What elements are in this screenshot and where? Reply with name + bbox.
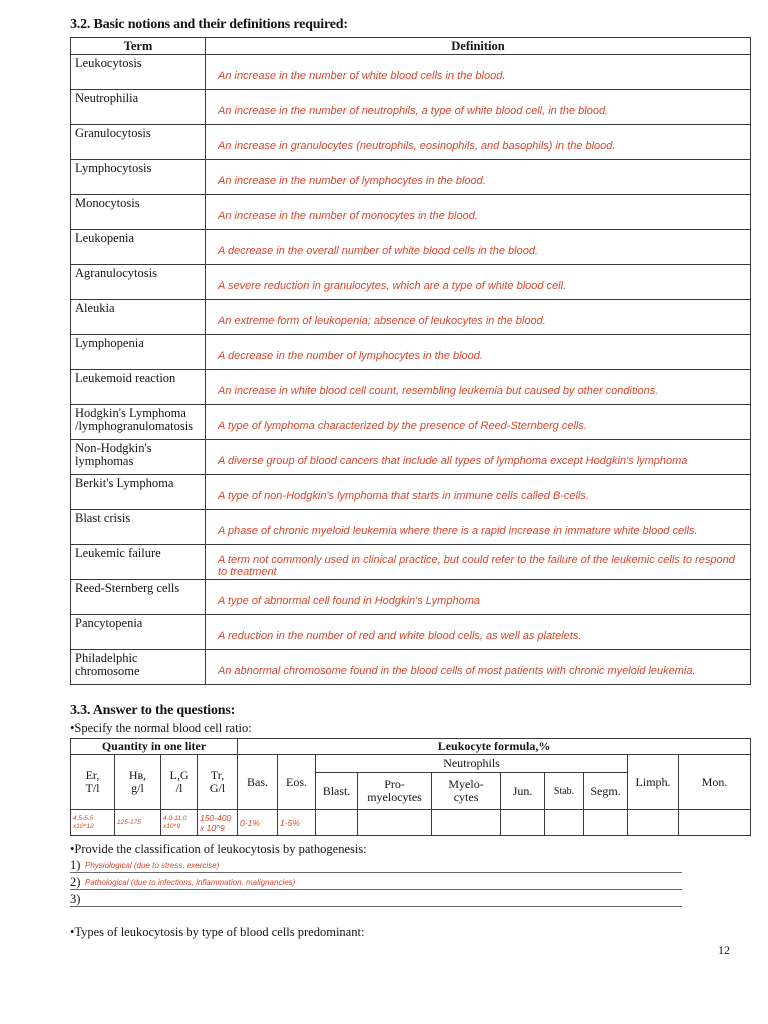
definition-row bbox=[71, 615, 751, 650]
segm-value bbox=[584, 810, 628, 836]
definitions-header-row bbox=[71, 38, 751, 55]
jun-value bbox=[501, 810, 545, 836]
definition-cell: An abnormal chromosome found in the blood cells of most patients with chronic myeloid leukemia. bbox=[206, 650, 751, 685]
definition-cell: An increase in white blood cell count, resembling leukemia but caused by other conditions. bbox=[206, 370, 751, 405]
ratio-header-row bbox=[71, 755, 751, 773]
pathogenesis-answer-line bbox=[70, 858, 682, 873]
term-cell: Philadelphic chromosome bbox=[71, 650, 206, 685]
definition-row bbox=[71, 580, 751, 615]
answer-text: Physiological (due to stress, exercise) bbox=[85, 861, 220, 870]
term-cell: Leukemic failure bbox=[71, 545, 206, 580]
tr-label: Tr, bbox=[210, 768, 225, 782]
mon-header: Mon. bbox=[679, 755, 751, 810]
limph-value bbox=[628, 810, 679, 836]
section-3-3-heading: 3.3. Answer to the questions: bbox=[70, 703, 236, 718]
definition-cell: A type of abnormal cell found in Hodgkin's Lymphoma bbox=[206, 580, 751, 615]
hb-label: Hв, bbox=[128, 768, 147, 782]
ratio-group-header-row bbox=[71, 739, 751, 755]
er-label: Er, bbox=[85, 768, 100, 782]
leukocyte-formula-header: Leukocyte formula,% bbox=[238, 739, 751, 755]
definition-row bbox=[71, 300, 751, 335]
hb-value: 125-175 bbox=[115, 810, 161, 836]
er-unit: T/l bbox=[85, 781, 100, 795]
er-value: 4.5-5.5 x10^12 bbox=[71, 810, 115, 836]
tr-unit: G/l bbox=[209, 781, 226, 795]
limph-header: Limph. bbox=[628, 755, 679, 810]
term-cell: Lymphocytosis bbox=[71, 160, 206, 195]
term-cell: Monocytosis bbox=[71, 195, 206, 230]
definition-cell: A severe reduction in granulocytes, which are a type of white blood cell. bbox=[206, 265, 751, 300]
definition-cell: A reduction in the number of red and white blood cells, as well as platelets. bbox=[206, 615, 751, 650]
pathogenesis-answer-line bbox=[70, 875, 682, 890]
hb-unit: g/l bbox=[131, 781, 144, 795]
page-number: 12 bbox=[718, 943, 730, 957]
promyelocytes-line-2: myelocytes bbox=[367, 790, 422, 804]
myelocytes-line-1: Myelo- bbox=[448, 777, 484, 791]
definition-row bbox=[71, 650, 751, 685]
definition-row bbox=[71, 440, 751, 475]
hb-header bbox=[115, 755, 161, 810]
definition-column-header: Definition bbox=[206, 38, 751, 55]
jun-header: Jun. bbox=[501, 773, 545, 810]
definition-cell: A decrease in the number of lymphocytes in the blood. bbox=[206, 335, 751, 370]
definition-row bbox=[71, 125, 751, 160]
answer-text: Pathological (due to infections, inflammation, malignancies) bbox=[85, 878, 296, 887]
definition-row bbox=[71, 265, 751, 300]
term-cell: Agranulocytosis bbox=[71, 265, 206, 300]
definition-cell: An increase in the number of lymphocytes in the blood. bbox=[206, 160, 751, 195]
term-column-header: Term bbox=[71, 38, 206, 55]
eos-header: Eos. bbox=[278, 755, 316, 810]
definitions-table bbox=[70, 37, 751, 685]
definition-row bbox=[71, 405, 751, 440]
bas-header: Bas. bbox=[238, 755, 278, 810]
leukocyte-count-value: 4.0-11.0 x10^9 bbox=[161, 810, 198, 836]
ratio-values-row bbox=[71, 810, 751, 836]
leukocyte-count-unit: /l bbox=[175, 781, 183, 795]
myelocytes-header bbox=[432, 773, 501, 810]
definition-cell: An extreme form of leukopenia; absence of leukocytes in the blood. bbox=[206, 300, 751, 335]
blast-value bbox=[316, 810, 358, 836]
stab-header: Stab. bbox=[545, 773, 584, 810]
er-header bbox=[71, 755, 115, 810]
myelocytes-value bbox=[432, 810, 501, 836]
tr-header bbox=[198, 755, 238, 810]
definition-cell: A decrease in the overall number of white blood cells in the blood. bbox=[206, 230, 751, 265]
definition-cell: A diverse group of blood cancers that include all types of lymphoma except Hodgkin's lymphoma bbox=[206, 440, 751, 475]
blast-header: Blast. bbox=[316, 773, 358, 810]
eos-value: 1-5% bbox=[278, 810, 316, 836]
term-cell: Granulocytosis bbox=[71, 125, 206, 160]
definition-row bbox=[71, 510, 751, 545]
definition-cell: A term not commonly used in clinical practice, but could refer to the failure of the leukemic cells to respond to treatment bbox=[206, 545, 751, 580]
answer-number: 1) bbox=[70, 858, 81, 872]
question-pathogenesis: •Provide the classification of leukocytosis by pathogenesis: bbox=[70, 842, 367, 856]
term-cell: Berkit's Lymphoma bbox=[71, 475, 206, 510]
tr-value: 150-400 x 10^9 bbox=[198, 810, 238, 836]
leukocyte-count-label: L,G bbox=[169, 768, 189, 782]
term-cell: Reed-Sternberg cells bbox=[71, 580, 206, 615]
definition-row bbox=[71, 475, 751, 510]
definition-row bbox=[71, 55, 751, 90]
bas-value: 0-1% bbox=[238, 810, 278, 836]
neutrophils-header: Neutrophils bbox=[316, 755, 628, 773]
answer-number: 2) bbox=[70, 875, 81, 889]
segm-header: Segm. bbox=[584, 773, 628, 810]
term-cell: Leukocytosis bbox=[71, 55, 206, 90]
blood-ratio-table bbox=[70, 738, 751, 836]
definition-row bbox=[71, 230, 751, 265]
quantity-group-header: Quantity in one liter bbox=[71, 739, 238, 755]
definition-cell: A type of lymphoma characterized by the presence of Reed-Sternberg cells. bbox=[206, 405, 751, 440]
definition-cell: A type of non-Hodgkin's lymphoma that starts in immune cells called B-cells. bbox=[206, 475, 751, 510]
definition-cell: An increase in the number of neutrophils, a type of white blood cell, in the blood. bbox=[206, 90, 751, 125]
definition-cell: An increase in granulocytes (neutrophils, eosinophils, and basophils) in the blood. bbox=[206, 125, 751, 160]
leukocyte-count-header bbox=[161, 755, 198, 810]
question-blood-ratio: •Specify the normal blood cell ratio: bbox=[70, 721, 252, 735]
definition-cell: An increase in the number of white blood cells in the blood. bbox=[206, 55, 751, 90]
term-cell: Hodgkin's Lymphoma /lymphogranulomatosis bbox=[71, 405, 206, 440]
term-cell: Aleukia bbox=[71, 300, 206, 335]
definition-row bbox=[71, 90, 751, 125]
definition-cell: A phase of chronic myeloid leukemia where there is a rapid increase in immature white blood cells. bbox=[206, 510, 751, 545]
promyelocytes-header bbox=[358, 773, 432, 810]
promyelocytes-line-1: Pro- bbox=[384, 777, 405, 791]
question-leukocytosis-types: •Types of leukocytosis by type of blood cells predominant: bbox=[70, 925, 365, 939]
myelocytes-line-2: cytes bbox=[453, 790, 479, 804]
definition-row bbox=[71, 335, 751, 370]
term-cell: Leukopenia bbox=[71, 230, 206, 265]
definition-cell: An increase in the number of monocytes in the blood. bbox=[206, 195, 751, 230]
definition-row bbox=[71, 160, 751, 195]
promyelocytes-value bbox=[358, 810, 432, 836]
answer-number: 3) bbox=[70, 892, 81, 906]
definition-row bbox=[71, 195, 751, 230]
term-cell: Leukemoid reaction bbox=[71, 370, 206, 405]
term-cell: Pancytopenia bbox=[71, 615, 206, 650]
definition-row bbox=[71, 545, 751, 580]
section-3-2-heading: 3.2. Basic notions and their definitions required: bbox=[70, 17, 348, 32]
stab-value bbox=[545, 810, 584, 836]
term-cell: Neutrophilia bbox=[71, 90, 206, 125]
term-cell: Lymphopenia bbox=[71, 335, 206, 370]
definition-row bbox=[71, 370, 751, 405]
term-cell: Blast crisis bbox=[71, 510, 206, 545]
mon-value bbox=[679, 810, 751, 836]
term-cell: Non-Hodgkin's lymphomas bbox=[71, 440, 206, 475]
pathogenesis-answer-line bbox=[70, 892, 682, 907]
